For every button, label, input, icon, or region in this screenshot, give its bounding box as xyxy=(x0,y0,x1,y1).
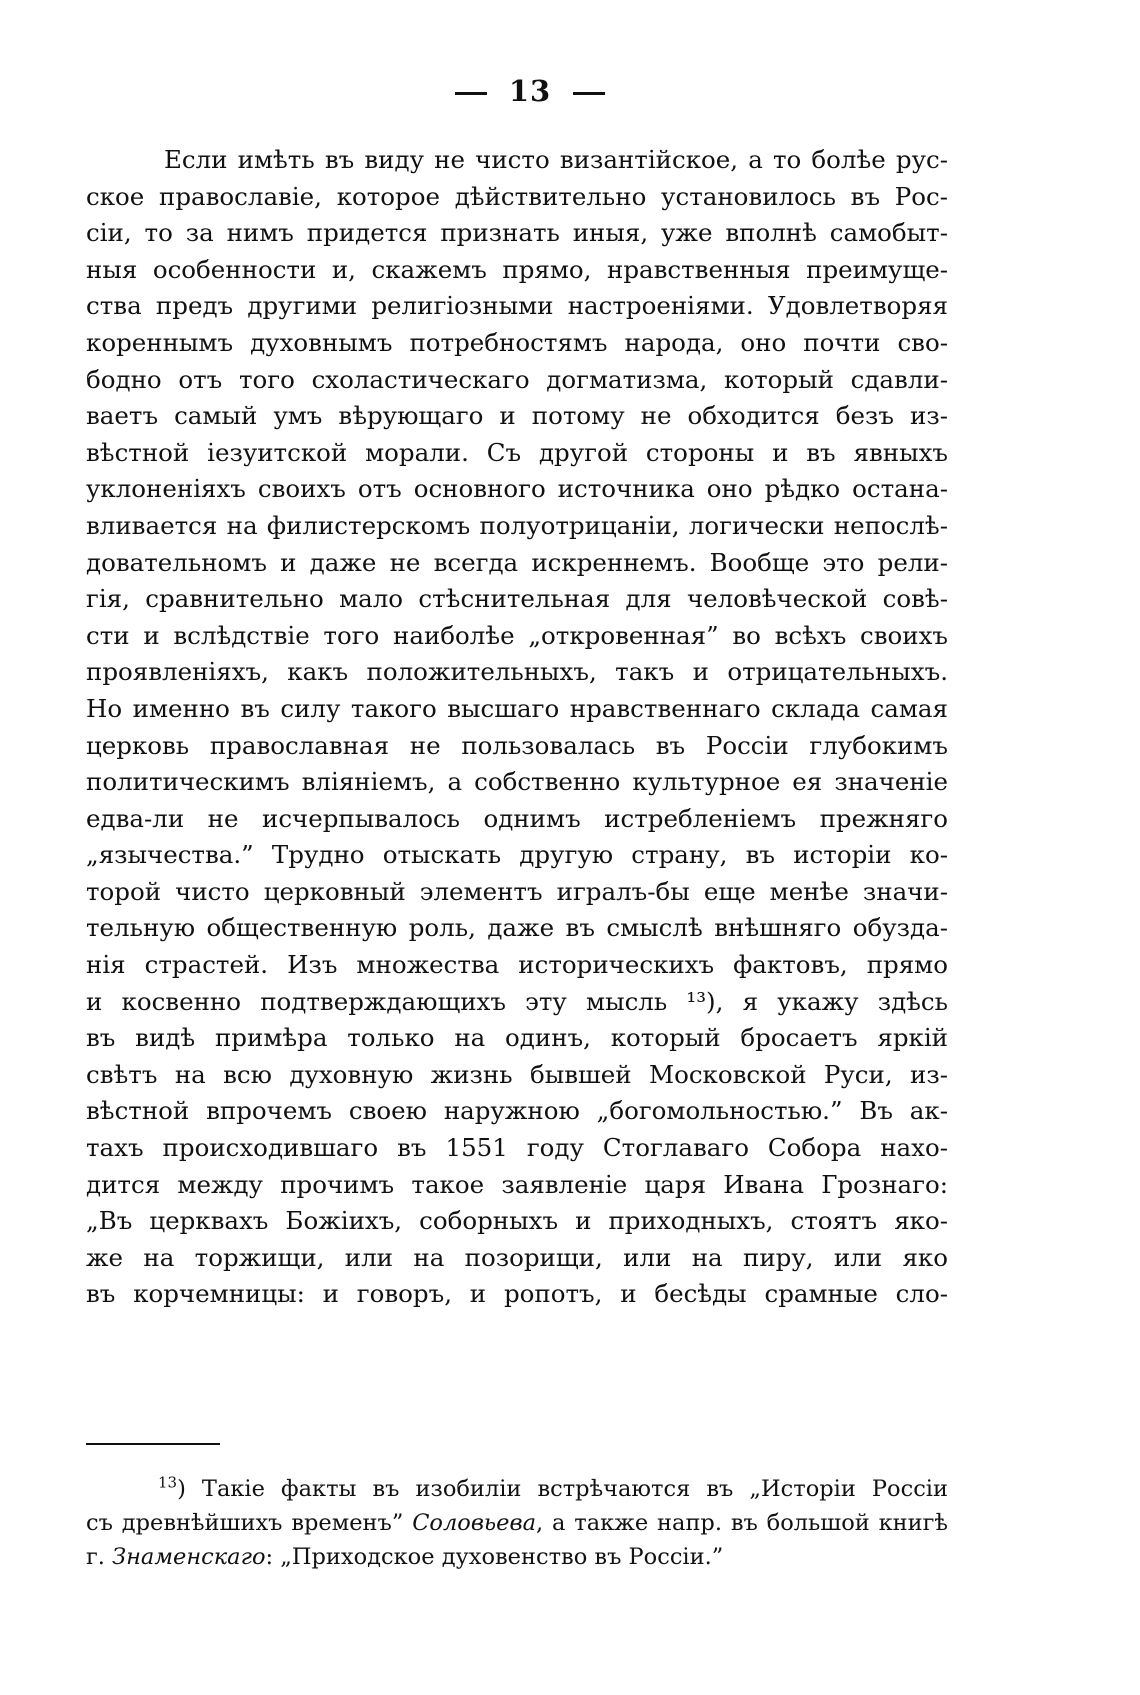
text-line: ваетъ самый умъ вѣрующаго и потому не обходится безъ из- xyxy=(86,401,948,431)
text-line: кореннымъ духовнымъ потребностямъ народа, оно почти сво- xyxy=(86,327,948,357)
text-line: Но именно въ силу такого высшаго нравственнаго склада самая xyxy=(86,693,948,723)
footnote-text: съ древнѣйшихъ временъ” xyxy=(86,1510,413,1536)
text-line: вливается на филистерскомъ полуотрицаніи, логически непослѣ- xyxy=(86,510,948,540)
footnote-mark: 13 xyxy=(158,1473,178,1492)
footnote-author: Знаменскаго xyxy=(112,1544,266,1570)
text-line: довательномъ и даже не всегда искреннемъ. Вообще это рели- xyxy=(86,547,948,577)
page-number-text: 13 xyxy=(508,74,552,108)
footnote-line-3 xyxy=(86,1540,948,1574)
page-number xyxy=(0,74,1060,108)
text-line: сіи, то за нимъ придется признать иныя, уже вполнѣ самобыт- xyxy=(86,218,948,248)
footnote-divider xyxy=(86,1443,220,1445)
text-line: же на торжищи, или на позорищи, или на пиру, или яко xyxy=(86,1242,948,1272)
footnote-line-1 xyxy=(86,1472,948,1506)
dash-right xyxy=(573,92,605,95)
text-line: торой чисто церковный элементъ игралъ-бы еще менѣе значи- xyxy=(86,876,948,906)
text-line: проявленіяхъ, какъ положительныхъ, такъ и отрицательныхъ. xyxy=(86,657,948,687)
text-line: дится между прочимъ такое заявленіе царя Ивана Грознаго: xyxy=(86,1169,948,1199)
footnote-line-2 xyxy=(86,1506,948,1540)
text-line: сти и вслѣдствіе того наиболѣе „откровенная” во всѣхъ своихъ xyxy=(86,620,948,650)
text-line: тахъ происходившаго въ 1551 году Стоглаваго Собора нахо- xyxy=(86,1133,948,1163)
text-line: ства предъ другими религіозными настроеніями. Удовлетворяя xyxy=(86,291,948,321)
footnote-text: г. xyxy=(86,1544,113,1570)
text-line: тельную общественную роль, даже въ смыслѣ внѣшняго обузда- xyxy=(86,913,948,943)
footnote-author: Соловьева xyxy=(412,1510,536,1536)
text-line: въ корчемницы: и говоръ, и ропотъ, и бесѣды срамные сло- xyxy=(86,1279,948,1309)
text-line: „Въ церквахъ Божіихъ, соборныхъ и приходныхъ, стоятъ яко- xyxy=(86,1206,948,1236)
text-line: гія, сравнительно мало стѣснительная для человѣческой совѣ- xyxy=(86,584,948,614)
dash-left xyxy=(455,92,487,95)
text-line: едва-ли не исчерпывалось однимъ истребленіемъ прежняго xyxy=(86,803,948,833)
text-line: политическимъ вліяніемъ, а собственно культурное ея значеніе xyxy=(86,767,948,797)
text-line: вѣстной іезуитской морали. Съ другой стороны и въ явныхъ xyxy=(86,437,948,467)
text-line: уклоненіяхъ своихъ отъ основного источника оно рѣдко остана- xyxy=(86,474,948,504)
text-line: свѣтъ на всю духовную жизнь бывшей Московской Руси, из- xyxy=(86,1059,948,1089)
text-line: „язычества.” Трудно отыскать другую страну, въ исторіи ко- xyxy=(86,840,948,870)
body-text xyxy=(86,142,948,1313)
footnote-text: , а также напр. въ большой книгѣ xyxy=(536,1510,948,1536)
text-line: въ видѣ примѣра только на одинъ, который бросаетъ яркій xyxy=(86,1023,948,1053)
footnote-text: ) Такіе факты въ изобиліи встрѣчаются въ „Исторіи Россіи xyxy=(177,1476,948,1502)
text-line: вѣстной впрочемъ своею наружною „богомольностью.” Въ ак- xyxy=(86,1096,948,1126)
text-line: ныя особенности и, скажемъ прямо, нравственныя преимуще- xyxy=(86,254,948,284)
footnote-text: : „Приходское духовенство въ Россіи.” xyxy=(265,1544,724,1570)
text-line: нія страстей. Изъ множества историческихъ фактовъ, прямо xyxy=(86,950,948,980)
text-line: ское православіе, которое дѣйствительно установилось въ Рос- xyxy=(86,181,948,211)
text-line: и косвенно подтверждающихъ эту мысль ¹³), я укажу здѣсь xyxy=(86,986,948,1016)
text-line: бодно отъ того схоластическаго догматизма, который сдавли- xyxy=(86,364,948,394)
footnote xyxy=(86,1472,948,1574)
text-line: Если имѣть въ виду не чисто византійское, а то болѣе рус- xyxy=(164,145,948,174)
text-line: церковь православная не пользовалась въ Россіи глубокимъ xyxy=(86,730,948,760)
